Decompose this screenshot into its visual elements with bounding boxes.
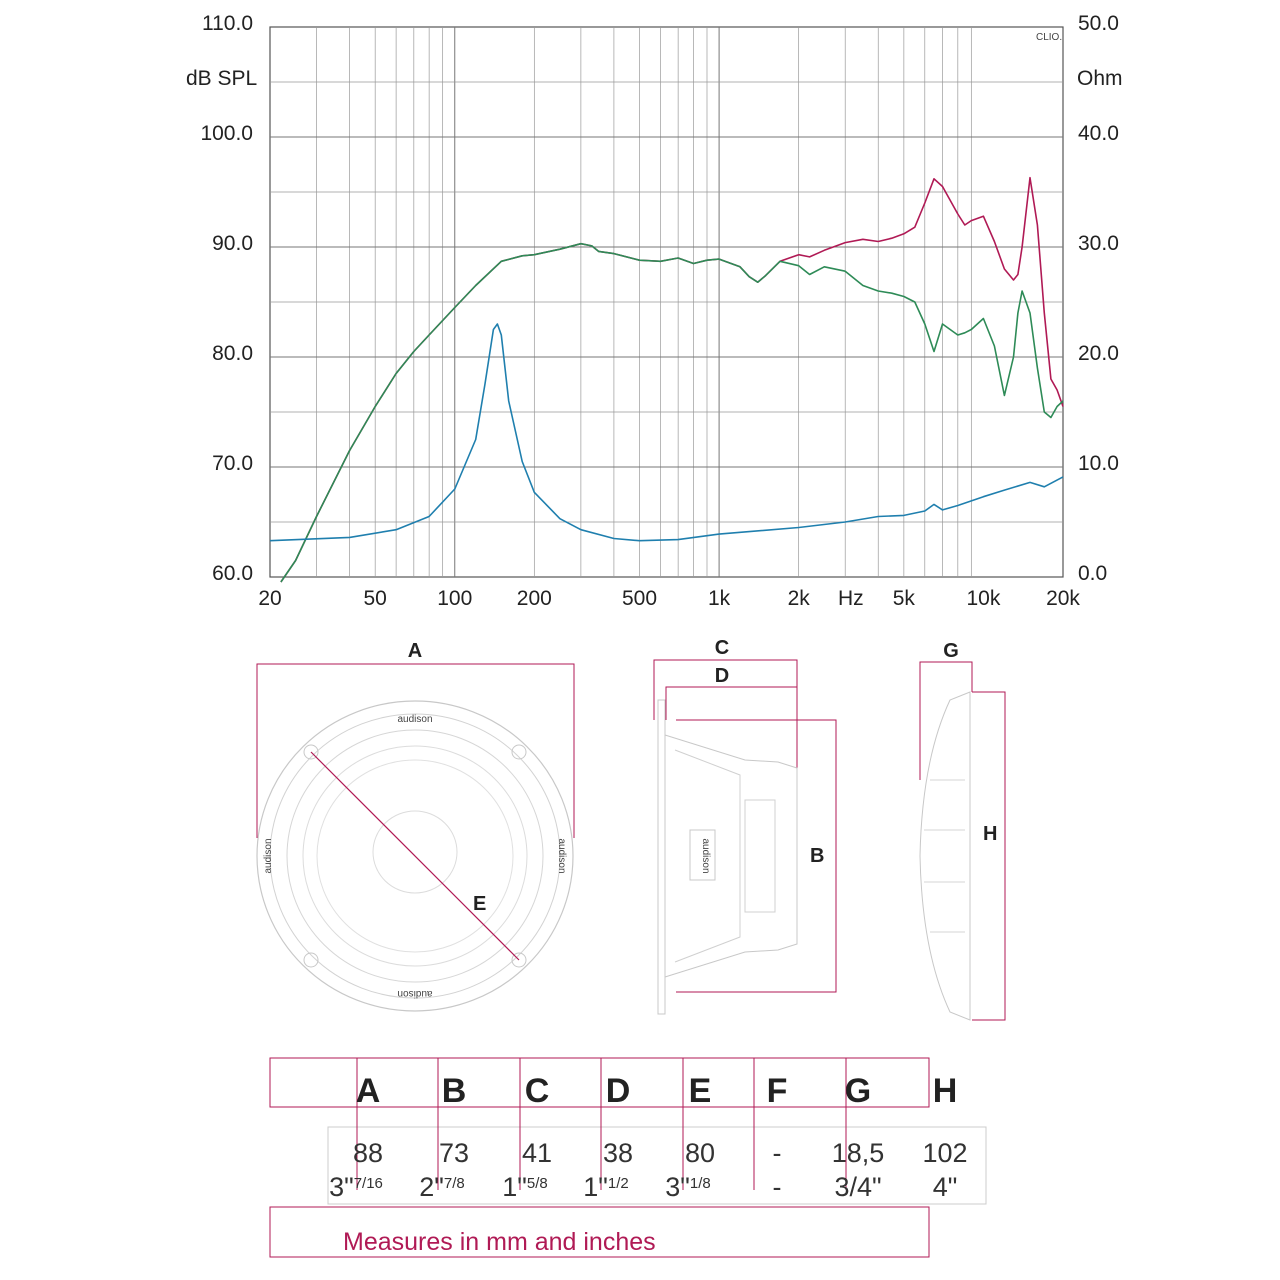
dimension-b-label: B — [810, 845, 825, 867]
inch-main: 2" — [419, 1172, 444, 1202]
table-inch-a — [329, 1172, 383, 1202]
right-axis-ticks — [1078, 12, 1119, 585]
table-inch-e — [665, 1172, 710, 1202]
x-tick-label: 10k — [966, 587, 1001, 610]
table-mm-d: 38 — [602, 1138, 634, 1168]
inch-fraction: 7/8 — [443, 1175, 465, 1192]
table-inch-b — [419, 1172, 464, 1202]
front-dust-cap — [373, 811, 457, 893]
measures-note: Measures in mm and inches — [343, 1228, 656, 1256]
inch-main: 3/4" — [834, 1172, 882, 1202]
left-tick-label: 80.0 — [212, 342, 253, 365]
curve-series-2 — [281, 244, 1063, 582]
dimensions-table — [270, 1058, 986, 1257]
table-mm-e: 80 — [684, 1138, 716, 1168]
side-brand-logo: audison — [700, 838, 711, 874]
x-tick-label: 500 — [621, 587, 658, 610]
inch-fraction: 5/8 — [526, 1175, 548, 1192]
table-header-g: G — [844, 1072, 872, 1110]
brand-logo-left: audison — [263, 838, 274, 874]
inch-main: 4" — [932, 1172, 958, 1202]
inch-main: - — [772, 1172, 782, 1202]
x-axis-ticks — [258, 587, 1080, 610]
speaker-front-view — [257, 640, 574, 1011]
table-header-e: E — [688, 1072, 712, 1110]
inch-main: 3" — [329, 1172, 354, 1202]
brand-logo-bottom: audison — [397, 988, 433, 999]
left-tick-label: 100.0 — [200, 122, 253, 145]
table-header-c: C — [524, 1072, 550, 1110]
plot-curves — [270, 178, 1063, 582]
table-header-d: D — [605, 1072, 631, 1110]
right-tick-label: 40.0 — [1078, 122, 1119, 145]
table-inch-f — [773, 1172, 782, 1202]
right-tick-label: 20.0 — [1078, 342, 1119, 365]
table-inch-d — [583, 1172, 628, 1202]
table-mm-b: 73 — [438, 1138, 470, 1168]
inch-fraction: 1/8 — [689, 1175, 711, 1192]
dimension-h-bracket — [972, 692, 1005, 1020]
x-tick-label: 5k — [892, 587, 915, 610]
dimension-g-label: G — [943, 640, 959, 662]
dimension-h-label: H — [983, 823, 998, 845]
table-inch-c — [502, 1172, 547, 1202]
x-tick-label: 200 — [516, 587, 552, 610]
table-mm-g: 18,5 — [831, 1138, 885, 1168]
table-inch-h — [933, 1172, 958, 1202]
brand-logo-top: audison — [397, 714, 433, 725]
speaker-profile-view — [920, 640, 1005, 1020]
dimension-d-label: D — [714, 665, 730, 687]
table-mm-h: 102 — [922, 1138, 968, 1168]
x-tick-label: 2k — [787, 587, 810, 610]
x-tick-label: 1k — [708, 587, 731, 610]
table-header-h: H — [932, 1072, 958, 1110]
x-tick-label: 20k — [1046, 587, 1080, 610]
inch-main: 1" — [583, 1172, 608, 1202]
table-mm-f: - — [772, 1138, 782, 1168]
right-tick-label: 0.0 — [1078, 562, 1108, 585]
table-mm-c: 41 — [521, 1138, 553, 1168]
table-mm-a: 88 — [352, 1138, 384, 1168]
clio-brand-mark: CLIO. — [1036, 32, 1063, 43]
inch-fraction: 7/16 — [353, 1175, 383, 1192]
curve-series-1 — [281, 178, 1063, 582]
dimension-c-label: C — [714, 637, 730, 659]
table-header-f: F — [766, 1072, 788, 1110]
left-tick-label: 70.0 — [212, 452, 253, 475]
speaker-side-view — [654, 637, 836, 1014]
inch-fraction: 1/2 — [607, 1175, 629, 1192]
inch-main: 1" — [502, 1172, 527, 1202]
dimension-e-line — [311, 752, 519, 960]
table-cells — [329, 1072, 967, 1202]
plot-grid — [270, 27, 1063, 577]
left-axis-ticks — [200, 12, 253, 585]
x-tick-label: 50 — [363, 587, 387, 610]
dimension-a-label: A — [407, 640, 423, 662]
table-header-b: B — [441, 1072, 467, 1110]
side-flange — [658, 700, 665, 1014]
right-tick-label: 50.0 — [1078, 12, 1119, 35]
left-axis-label: dB SPL — [186, 67, 258, 90]
x-tick-label: 20 — [258, 587, 282, 610]
left-tick-label: 110.0 — [202, 12, 253, 35]
inch-main: 3" — [665, 1172, 690, 1202]
x-axis-label: Hz — [838, 587, 864, 610]
dimension-e-label: E — [473, 893, 487, 915]
right-tick-label: 10.0 — [1078, 452, 1119, 475]
dimension-d-bracket — [666, 687, 797, 720]
left-tick-label: 60.0 — [212, 562, 253, 585]
table-header-a: A — [355, 1072, 381, 1110]
table-inch-g — [834, 1172, 881, 1202]
x-tick-label: 100 — [437, 587, 473, 610]
right-axis-label: Ohm — [1077, 67, 1123, 90]
left-tick-label: 90.0 — [212, 232, 253, 255]
brand-logo-right: audison — [556, 838, 567, 874]
dimension-g-bracket — [920, 662, 972, 780]
frequency-response-chart — [186, 12, 1123, 610]
right-tick-label: 30.0 — [1078, 232, 1119, 255]
side-magnet — [745, 800, 775, 912]
profile-outline — [920, 692, 970, 1020]
